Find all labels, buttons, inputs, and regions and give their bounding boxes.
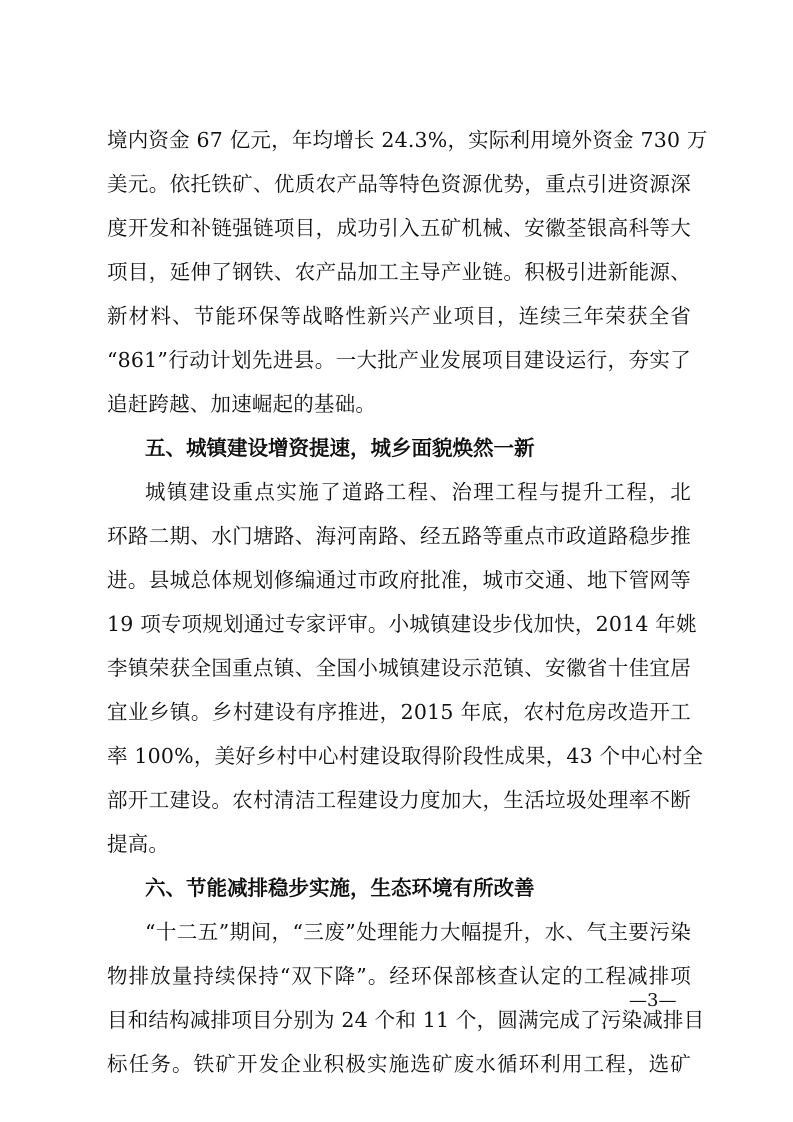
text-line: 追赶跨越、加速崛起的基础。 — [107, 392, 377, 416]
text-line: “十二五”期间，“三废”处理能力大幅提升，水、气主要污染 — [145, 920, 691, 944]
text-line: 新材料、节能环保等战略性新兴产业项目，连续三年荣获全省 — [107, 304, 691, 328]
text-line: 部开工建设。农村清洁工程建设力度加大，生活垃圾处理率不断 — [107, 788, 691, 812]
text-line: 目和结构减排项目分别为 24 个和 11 个，圆满完成了污染减排目 — [107, 1008, 705, 1032]
page-number: —3— — [629, 990, 677, 1011]
text-line: 宜业乡镇。乡村建设有序推进，2015 年底，农村危房改造开工 — [107, 700, 691, 724]
text-line: 美元。依托铁矿、优质农产品等特色资源优势，重点引进资源深 — [107, 172, 691, 196]
text-line: 城镇建设重点实施了道路工程、治理工程与提升工程，北 — [145, 480, 691, 504]
text-line: 率 100%，美好乡村中心村建设取得阶段性成果，43 个中心村全 — [107, 744, 704, 768]
text-line: 提高。 — [107, 832, 170, 856]
text-line: 物排放量持续保持“双下降”。经环保部核查认定的工程减排项 — [107, 964, 691, 988]
page-body — [107, 118, 708, 1086]
text-line: 19 项专项规划通过专家评审。小城镇建设步伐加快，2014 年姚 — [107, 612, 697, 636]
text-line: 李镇荣获全国重点镇、全国小城镇建设示范镇、安徽省十佳宜居 — [107, 656, 691, 680]
paragraph-urban-construction — [107, 470, 704, 866]
text-line: 项目，延伸了钢铁、农产品加工主导产业链。积极引进新能源、 — [107, 260, 691, 284]
text-line: 度开发和补链强链项目，成功引入五矿机械、安徽荃银高科等大 — [107, 216, 691, 240]
text-line: 境内资金 67 亿元，年均增长 24.3%，实际利用境外资金 730 万 — [107, 128, 708, 152]
text-line: 标任务。铁矿开发企业积极实施选矿废水循环利用工程，选矿 — [107, 1052, 691, 1076]
paragraph-investment — [107, 118, 708, 426]
text-line: “861”行动计划先进县。一大批产业发展项目建设运行，夯实了 — [107, 348, 691, 372]
section-heading-energy-saving: 六、节能减排稳步实施，生态环境有所改善 — [145, 876, 535, 900]
paragraph-energy-saving — [107, 910, 705, 1086]
text-line: 环路二期、水门塘路、海河南路、经五路等重点市政道路稳步推 — [107, 524, 691, 548]
text-line: 进。县城总体规划修编通过市政府批准，城市交通、地下管网等 — [107, 568, 691, 592]
section-heading-urban-construction: 五、城镇建设增资提速，城乡面貌焕然一新 — [145, 436, 535, 460]
